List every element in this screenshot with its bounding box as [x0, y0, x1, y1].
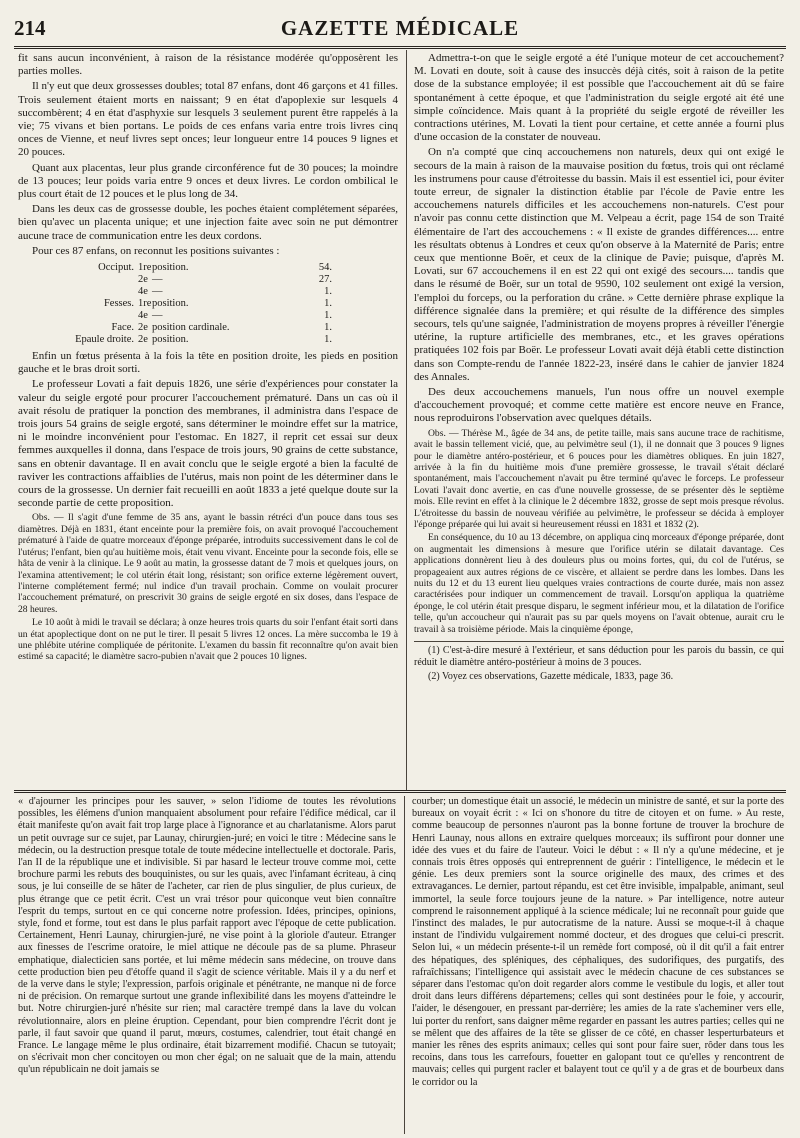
- column-left-upper: [18, 52, 398, 788]
- observation-paragraph: Le 10 août à midi le travail se déclara; à onze heures trois quarts du soir l'enfant était sorti dans un état apoplectique dont on ne put le tirer. Il pesait 5 livres 12 onces. La mère succomba le 19 à une phlébite utérine compliquée de péritonite. L'examen du bassin fit reconnaître qu'on avait bien estimé sa capacité; le diamètre sacro-pubien n'avait que 2 pouces 10 lignes.: [18, 617, 398, 663]
- position-value: 1.: [324, 310, 332, 322]
- column-divider: [406, 50, 407, 790]
- paragraph: Des deux accouchemens manuels, l'un nous offre un nouvel exemple d'accouchement provoqué; et comme cette matière est encore neuve en France, nous reproduirons l'observation avec quelques détails.: [414, 386, 784, 425]
- position-num: 2e: [138, 334, 148, 346]
- paragraph: Le professeur Lovati a fait depuis 1826, une série d'expériences pour constater la valeur du seigle ergoté pour procurer l'accouchement prématuré. Dans un cas où il avait résolu de pratiquer la ponction des membranes, il administra dans l'espace de trois jours 54 grains de seigle ergoté, sans déterminer le moindre effet sur la matrice, ni le moindre inconvénient pour l'estomac. En 1827, il reprit cet essai sur deux femmes auxquelles il donna, dans l'espace de trois jours, 90 grains de cette substance, sans en obtenir davantage. Il en avait conclu que le seigle ergoté a bien la faculté de raviver les contractions affaiblies de l'utérus, mais non point de les déterminer dans le cours de la grossesse. Un dernier fait recueilli en août 1833 a jeté quelque doute sur la seconde partie de cette proposition.: [18, 378, 398, 510]
- position-num: 2e: [138, 274, 148, 286]
- position-group: Occiput.: [98, 262, 134, 274]
- position-group: [58, 286, 138, 298]
- paragraph: Enfin un fœtus présenta à la fois la tête en position droite, les pieds en position gauche et le bras droit sorti.: [18, 350, 398, 376]
- column-divider: [404, 796, 405, 1134]
- position-num: 4e: [138, 310, 148, 322]
- observation-paragraph: En conséquence, du 10 au 13 décembre, on appliqua cinq morceaux d'éponge préparée, dont on augmentait les dimensions à mesure que l'orifice utérin se dilatait davantage. Ces applications donnèrent lieu à des douleurs plus ou moins fortes, qui, du col de l'utérus, se propageaient aux autres régions de ce viscère, et allaient se perdre dans les lombes. Dans les nuits du 12 et du 13 eurent lieu quelques vraies contractions de courte durée, mais non assez caractérisées pour indiquer un commencement de travail. Lorsqu'on appliqua la quatrième éponge, le col utérin était presque disparu, le segment inférieur mou, et la dilatation de l'orifice telle, qu'un accoucheur qui n'aurait pas su par quels moyens on l'avait obtenue, aurait cru le travail à sa troisième période. Mais la cinquième éponge,: [414, 532, 784, 635]
- position-group: Face.: [111, 322, 134, 334]
- observation-paragraph: Obs. — Thérèse M., âgée de 34 ans, de petite taille, mais sans aucune trace de rachitisme, avait le bassin tellement vicié, que, au pelvimètre seul (1), il ne donnait que 3 pouces 9 lignes pour le diamètre antéro-postérieur, et 6 pouces pour les diamètres obliques. En juin 1827, arrivée à la fin du huitième mois d'une première grossesse, le travail s'était déclaré spontanément, mais l'accouchement n'avait pu être terminé qu'avec le forceps. Le professeur Lovati l'avait donc avertie, en cas d'une nouvelle grossesse, de se présenter dès le septième mois. Elle revint en effet à la clinique le 2 décembre 1832, grosse de sept mois presque révolus. L'étroitesse du bassin de nouveau vérifiée au pelvimètre, le professeur se décida à employer l'éponge préparée qui lui avait si heureusement réussi en 1831 et 1832 (2).: [414, 427, 784, 530]
- paragraph: Il n'y eut que deux grossesses doubles; total 87 enfans, dont 46 garçons et 41 filles. Trois seulement étaient morts en naissant; 9 en état d'apoplexie sur lesquels 4 succombèrent; 4 en état d'asphyxie sur lesquels 3 seulement purent être rappelés à la vie; 75 vivans et bien portans. Le poids de ces enfans varia entre trois livres cinq onces de Vienne, et neuf livres sept onces; leur longueur entre 14 pouces 9 lignes et 20 pouces.: [18, 80, 398, 159]
- paragraph: On n'a compté que cinq accouchemens non naturels, deux qui ont exigé le secours de la main à raison de la mauvaise position du fœtus, trois qui ont réclamé les instrumens pour cause d'étroitesse du bassin. Mais il est essentiel ici, pour éviter toute erreur, de signaler la distinction établie par l'école de Pavie entre les accouchemens naturels difficiles et les accouchemens non-naturels. C'est pour n'avoir pas connu cette distinction que M. Velpeau a écrit, page 154 de son Traité élémentaire de l'art des accouchemens : « Il existe de grandes différences.... entre les résultats obtenus à Londres et ceux qu'on observe à la Maternité de Paris; entre ceux que mentionne Boër, et ceux de la clinique de Pavie; puisque, d'après M. Lovati, sur 67 accouchemens il en est 22 qui ont exigé des secours.... tandis que dans le résumé de Boër, sur un total de 9590, 102 seulement ont exigé la version, l'emploi du forceps, ou la perforation du crâne. » Cette dernière phrase explique la différence signalée dans la première; et qui résulte de la différence des simples secours, tels qu'une saignée, l'administration de moyens propres à réveiller l'énergie utérine, la rupture artificielle des membranes, etc., et les graves opérations pratiquées 102 fois par Boër. Le professeur Lovati avait déjà établi cette distinction dans son Compte-rendu de l'année 1822-23, inséré dans le cahier de janvier 1824 des Annales.: [414, 146, 784, 383]
- paragraph: fit sans aucun inconvénient, à raison de la résistance modérée qu'opposèrent les parties molles.: [18, 52, 398, 78]
- position-group: Fesses.: [103, 298, 134, 310]
- position-label: —: [152, 274, 163, 286]
- position-value: 1.: [324, 286, 332, 298]
- position-value: 27.: [318, 274, 332, 286]
- paragraph: courber; un domestique était un associé, le médecin un ministre de santé, et sur la porte des bureaux on voyait écrit : « Ici on s'honore du titre de citoyen et on fume. » Au reste, comme beaucoup de personnes n'auront pas la bonne fortune de trouver la brochure de Henri Launay, nous allons en extraire quelques morceaux; ils suffiront pour donner une idée des vues et du faire de l'auteur. Voici le début : « Il n'y a qu'une médecine, et je connais trois êtres opposés qui entreprennent de guérir : l'intelligence, le médecin et le génie. Les deux premiers sont la source originelle des maux, des crimes et des extravagances. Le dernier, partout répandu, est cet être invisible, impalpable, animant, seul immortel, la seule force toujours jeune de la nature. » Par intelligence, notre auteur comprend le raisonnement appliqué à la science médicale; lui ne reconnaît pour guide que l'instinct des malades, le pur autocratisme de la nature. Aussi se moque-t-il à chaque instant de l'individu vulgairement nommé docteur, et des drogues que celui-ci prescrit. Selon lui, « un médecin présente-t-il un remède fort composé, où il dit qu'il a fait entrer des hépatiques, des spléniques, des céphaliques, des sudorifiques, des purgatifs, des rafraîchissans; l'intelligence qui assistait avec le médecin chacune de ces substances se séparer dans l'estomac qu'on doit regarder alors comme le vestibule du logis, et aller tout droit dans leurs différens départemens; celles qui sont destinées pour le foie, y accourir, l'aider, le désengouer, en pressant par-derrière; les amies de la rate s'acheminer vers elle, lui porter du renfort, sans daigner même regarder en passant les autres parties; celles qui ne se mêlent que des affaires de la tête se glisser de ce côté, en chasser lesperturbateurs et manier les rênes des esprits animaux; celles qui sont pour faire suer, rôder dans tous les recoins, dans tous les carrefours, fouetter en galopant tout ce qu'elles y rencontrent de mauvais; celles qui purgent racler et balayent tout ce qu'il y a de gras et de bourbeux dans le corridor ou la: [412, 796, 784, 1088]
- footnotes: [414, 641, 784, 683]
- column-right-lower: [412, 796, 784, 1134]
- header-rule: [14, 46, 786, 49]
- position-value: 1.: [324, 322, 332, 334]
- column-left-lower: [18, 796, 396, 1134]
- paragraph: Pour ces 87 enfans, on reconnut les positions suivantes :: [32, 244, 280, 257]
- position-value: 1.: [324, 298, 332, 310]
- position-num: 1re: [138, 298, 152, 310]
- position-label: position cardinale.: [152, 322, 230, 334]
- position-label: position.: [152, 298, 189, 310]
- position-label: —: [152, 286, 163, 298]
- position-group: Epaule droite.: [75, 334, 134, 346]
- position-label: position.: [152, 262, 189, 274]
- paragraph: Admettra-t-on que le seigle ergoté a été l'unique moteur de cet accouchement? M. Lovati en doute, soit à cause des insuccès déjà cités, soit à raison de la petite dose de la substance employée; il est possible que l'accouchement ait dû se faire spontanément à cette époque, et que l'administration du seigle ergoté ait été une simple coïncidence. Mais quant à la propriété du seigle ergoté de réveiller les contractions utérines, M. Lovati la tient pour certaine, et cette année a fourni plus d'une occasion de la constater de nouveau.: [414, 52, 784, 144]
- position-value: 54.: [318, 262, 332, 274]
- position-group: [58, 274, 138, 286]
- section-rule: [14, 790, 786, 793]
- position-group: [58, 310, 138, 322]
- footnote: (2) Voyez ces observations, Gazette médicale, 1833, page 36.: [428, 671, 674, 682]
- observation-paragraph: Obs. — Il s'agit d'une femme de 35 ans, ayant le bassin rétréci d'un pouce dans tous ses diamètres. Déjà en 1831, étant enceinte pour la première fois, on avait provoqué l'accouchement prématuré à l'aide de quatre morceaux d'éponge préparée, introduits successivement dans le col de l'utérus; l'enfant, bien qu'au huitième mois, était venu vivant. Enceinte pour la seconde fois, elle se hâta de venir à la clinique. Le 9 août au matin, la grossesse datant de 7 mois et quelques jours, on l'examina attentivement; le col utérin était long, résistant; son orifice externe légèrement ouvert, l'interne complétement fermé; nul indice d'un travail prochain. Comme on voulait procurer l'accouchement prématuré, on prescrivit 30 grains de seigle ergoté en six doses, dans l'espace de 28 heures.: [18, 512, 398, 615]
- paragraph: Dans les deux cas de grossesse double, les poches étaient complétement séparées, bien qu'avec un placenta unique; et une injection faite avec soin ne put démontrer aucune trace de communication entre les deux cordons.: [18, 203, 398, 242]
- footnote: (1) C'est-à-dire mesuré à l'extérieur, et sans déduction pour les parois du bassin, ce qui réduit le diamètre antéro-postérieur à moins de 3 pouces.: [414, 645, 784, 668]
- page-header: [14, 14, 786, 44]
- position-num: 1re: [138, 262, 152, 274]
- paragraph: « d'ajourner les principes pour les sauver, » selon l'idiome de toutes les révolutions possibles, les élémens d'union manquaient absolument pour refaire l'édifice médical, car il était manifeste qu'on avait fait trop large place à l'ignorance et au charlatanisme. Alors parut un petit ouvrage sur ce sujet, par Launay, chirurgien-juré; en voici le titre : Médecine sans le médecin, ou la destruction presque totale de toute médecine intellectuelle et doctorale. Paris, l'an II de la république une et indivisible. Si par hasard le lecteur trouve comme moi, cette brochure parmi les rebuts des bouquinistes, ou sur les quais, avec l'infamant écriteau, à cinq sous, je lui conseille de se hâter de l'acheter, car rien de plus singulier, de plus curieux, de plus étrange que ce petit écrit. C'est un vrai trésor pour quiconque veut bien connaître l'esprit du temps, surtout en ce qui concerne notre profession. Idées, principes, opinions, style, fond et forme, tout est dans le plus parfait rapport avec l'époque de cette publication. Certainement, Henri Launay, chirurgien-juré, ne vise point à la gloriole d'auteur. Etranger aux finesses de l'escrime oratoire, le miel attique ne découle pas de sa plume. Phraseur emphatique, dialecticien sans portée, et lui même médecin sans médecine, on trouve dans cette production bien peu d'étoffe quand il s'agit de science véritable. Mais il y a du nerf et de la verve dans le style; l'expression, parfois originale et pénétrante, ne manque ni de force ni de précision. On remarque surtout une grande inflexibilité dans les moyens d'atteindre le but. Notre chirurgien-juré n'hésite sur rien; mal caractère trempé dans la lave du volcan révolutionnaire, alors en pleine éruption. Cependant, pour bien comprendre l'écrit dont je parle, il faut savoir que quand il parut, mœurs, costumes, calendrier, tout était changé en France. Le langage même le plus ordinaire, était bizarrement modifié. Chacun se tutoyait; on s'écrivait mon cher concitoyen ou mon cher égal; on ne saluait que de la main, attendu qu'un républicain ne doit jamais se: [18, 796, 396, 1076]
- position-value: 1.: [324, 334, 332, 346]
- journal-title: GAZETTE MÉDICALE: [280, 16, 520, 40]
- column-right-upper: [414, 52, 784, 788]
- position-num: 4e: [138, 286, 148, 298]
- position-label: position.: [152, 334, 189, 346]
- position-num: 2e: [138, 322, 148, 334]
- position-label: —: [152, 310, 163, 322]
- positions-table: [58, 262, 398, 346]
- page-number: 214: [14, 16, 46, 40]
- paragraph: Quant aux placentas, leur plus grande circonférence fut de 30 pouces; la moindre de 13 pouces; leur poids varia entre 9 onces et deux livres. Le cordon ombilical le plus court était de 12 pouces et le plus long de 34.: [18, 161, 398, 201]
